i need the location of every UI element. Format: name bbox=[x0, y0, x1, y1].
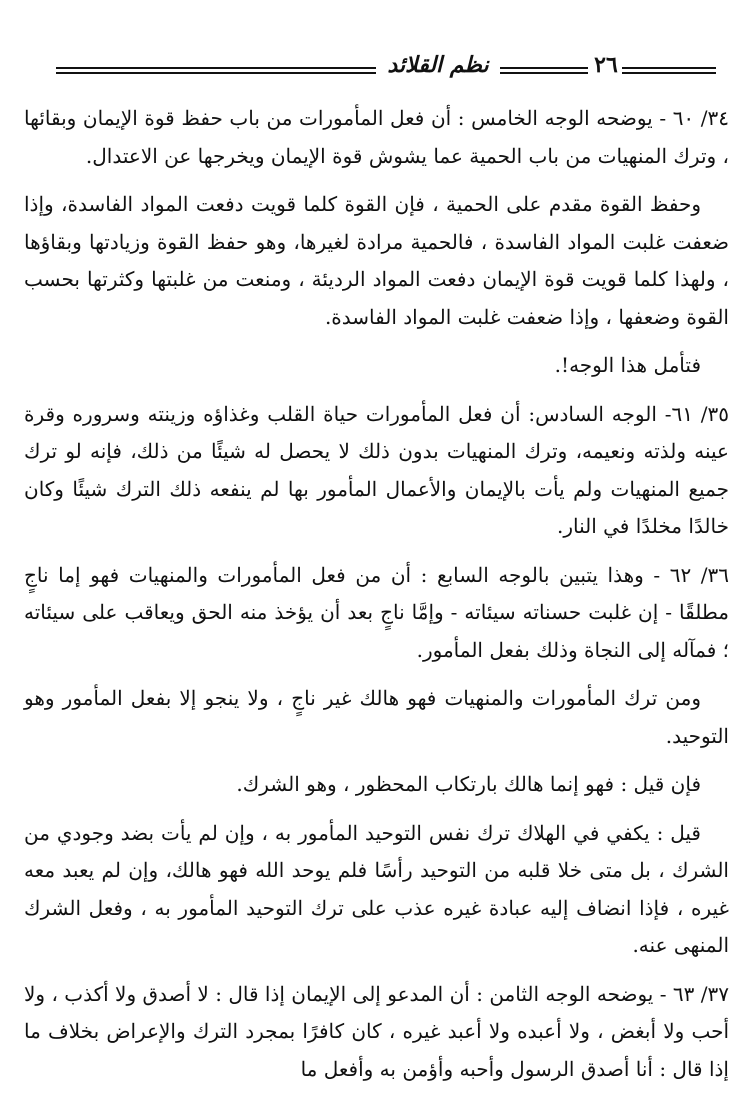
paragraph-section-34: ٣٤/ ٦٠ - يوضحه الوجه الخامس : أن فعل المأمورات من باب حفظ قوة الإيمان وبقائها ، وترك المنهيات من باب الحمية عما يشوش قوة الإيمان ويخرجها عن الاعتدال. bbox=[24, 106, 729, 168]
paragraph-section-35: ٣٥/ ٦١- الوجه السادس: أن فعل المأمورات حياة القلب وغذاؤه وزينته وسروره وقرة عينه ولذته ونعيمه، وترك المنهيات بدون ذلك لا يحصل له شيئًا من ذلك، فإنه لو ترك جميع المنهيات ولم يأت بالإيمان والأعمال المأمور بها لم ينفعه ذلك الترك شيئًا وكان خالدًا مخلدًا في النار. bbox=[24, 401, 729, 538]
paragraph-section-36: ٣٦/ ٦٢ - وهذا يتبين بالوجه السابع : أن من فعل المأمورات والمنهيات فهو إما ناجٍ مطلقًا - إن غلبت حسناته سيئاته - وإمَّا ناجٍ بعد أن يؤخذ منه الحق ويعاقب على سيئاته ؛ فمآله إلى النجاة وذلك بفعل المأمور. bbox=[24, 562, 729, 662]
paragraph-section-37: ٣٧/ ٦٣ - يوضحه الوجه الثامن : أن المدعو إلى الإيمان إذا قال : لا أصدق ولا أكذب ، ولا أحب ولا أبغض ، ولا أعبده ولا أعبد غيره ، كان كافرًا بمجرد الترك والإعراض بخلاف ما إذا قال : أنا أصدق الرسول وأحبه وأؤمن به وأفعل ما bbox=[24, 981, 729, 1081]
page-header bbox=[40, 50, 720, 86]
page-number: ٢٦ bbox=[594, 52, 618, 78]
paragraph-strength: وحفظ القوة مقدم على الحمية ، فإن القوة كلما قويت دفعت المواد الفاسدة، وإذا ضعفت غلبت المواد الفاسدة ، فالحمية مرادة لغيرها، وهو حفظ القوة وزيادتها وبقاؤها ، ولهذا كلما قويت قوة الإيمان دفعت المواد الرديئة ، ومنعت من غلبتها وكثرتها بحسب القوة وضعفها ، وإذا ضعفت غلبت المواد الفاسدة. bbox=[24, 192, 730, 329]
page-body bbox=[24, 100, 729, 1099]
running-title: نظم القلائد bbox=[387, 52, 489, 78]
header-rule-middle bbox=[500, 67, 588, 74]
paragraph-reflect: فتأمل هذا الوجه!. bbox=[554, 353, 701, 377]
paragraph-objection: فإن قيل : فهو إنما هالك بارتكاب المحظور ، وهو الشرك. bbox=[236, 772, 701, 796]
paragraph-abandon: ومن ترك المأمورات والمنهيات فهو هالك غير ناجٍ ، ولا ينجو إلا بفعل المأمور وهو التوحيد. bbox=[24, 686, 729, 748]
header-rule-left bbox=[56, 67, 376, 74]
paragraph-reply: قيل : يكفي في الهلاك ترك نفس التوحيد المأمور به ، وإن لم يأت بضد وجودي من الشرك ، بل متى خلا قلبه من التوحيد رأسًا فلم يوحد الله فهو هالك، وإن لم يعبد معه غيره ، فإذا انضاف إليه عبادة غيره عذب على ترك التوحيد المأمور به ، وفعل الشرك المنهى عنه. bbox=[24, 820, 729, 957]
header-rule-right bbox=[622, 67, 716, 74]
